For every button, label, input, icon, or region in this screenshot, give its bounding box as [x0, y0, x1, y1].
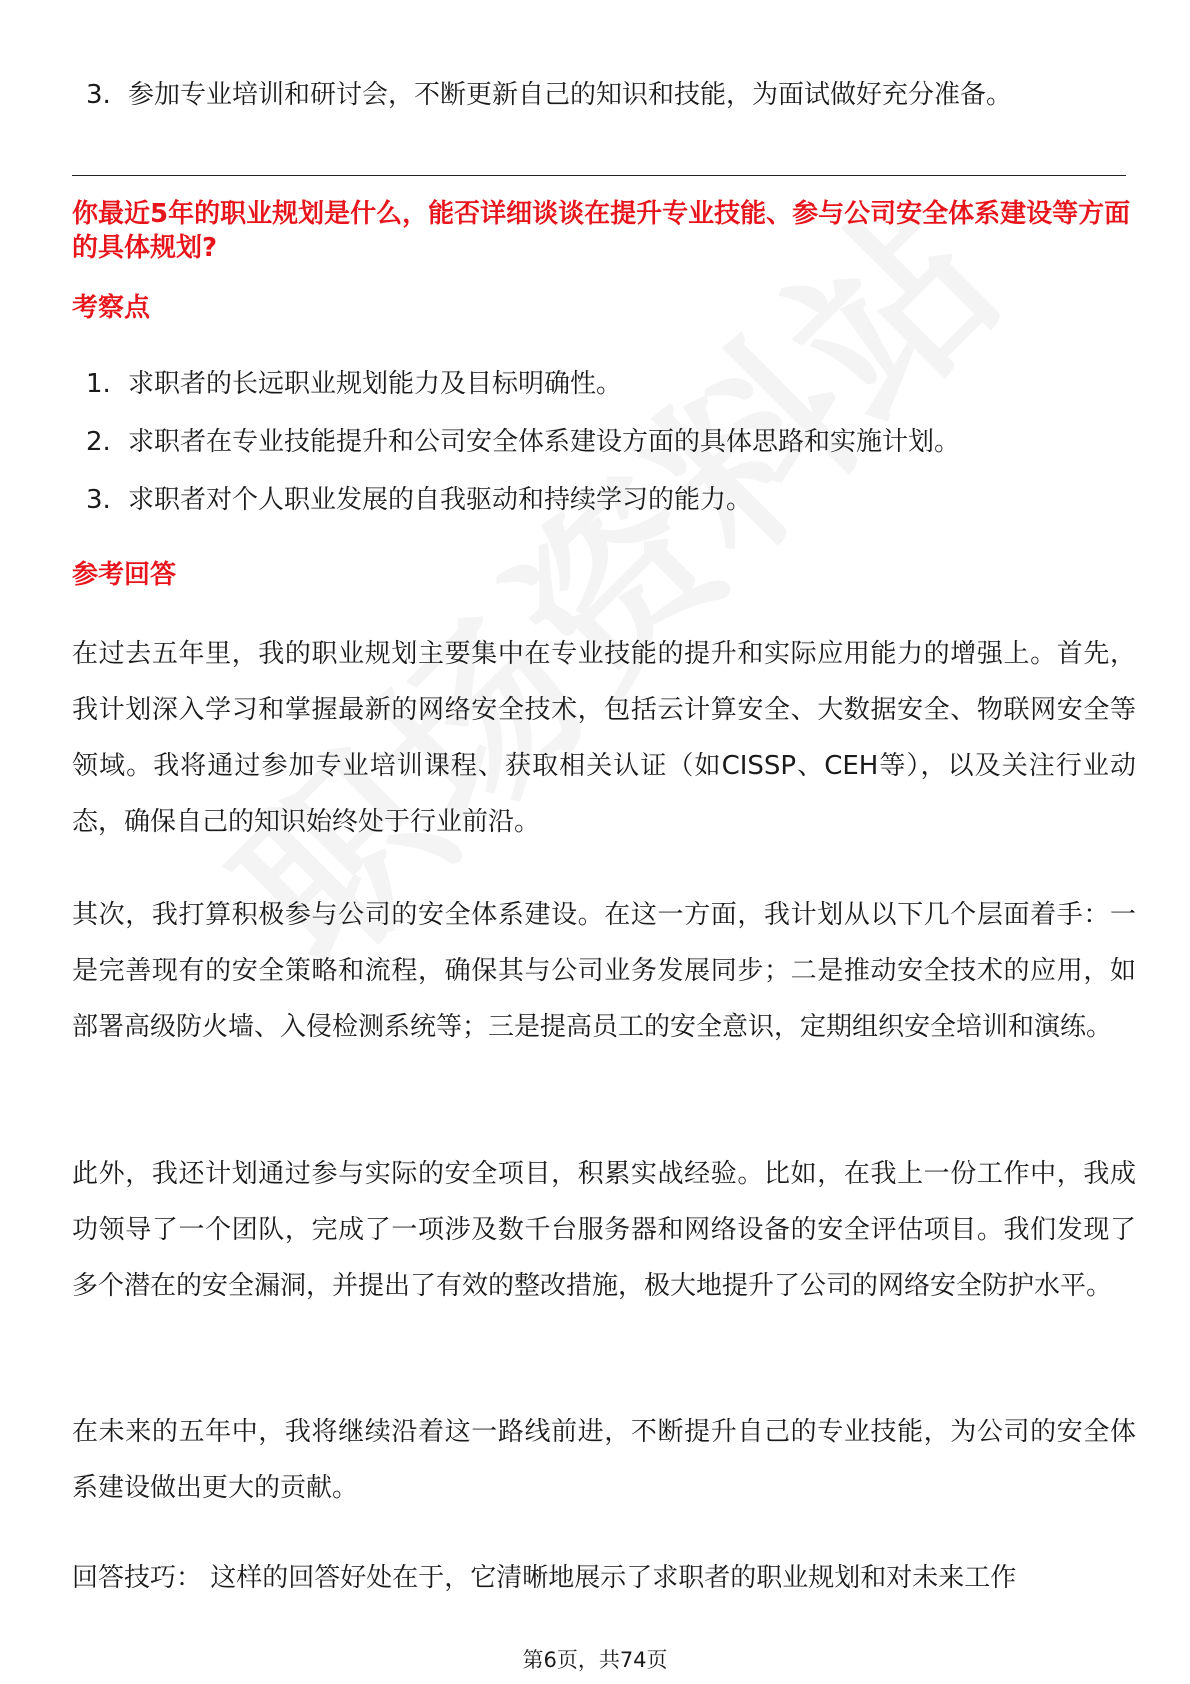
page-number-footer: 第6页，共74页	[522, 1648, 668, 1672]
list-item-text: 参加专业培训和研讨会，不断更新自己的知识和技能，为面试做好充分准备。	[128, 80, 1013, 110]
list-item	[86, 355, 960, 413]
reference-answer-title: 参考回答	[72, 560, 177, 590]
focus-points-title: 考察点	[72, 293, 151, 323]
answer-paragraph: 在过去五年里，我的职业规划主要集中在专业技能的提升和实际应用能力的增强上。首先，我计划深入学习和掌握最新的网络安全技术，包括云计算安全、大数据安全、物联网安全等领域。我将通过参加专业培训课程、获取相关认证（如CISSP、CEH等），以及关注行业动态，确保自己的知识始终处于行业前沿。	[72, 639, 1136, 837]
list-item-number: 3.	[86, 485, 111, 515]
list-item-text: 求职者对个人职业发展的自我驱动和持续学习的能力。	[128, 485, 753, 515]
previous-list	[86, 66, 1012, 124]
list-item-text: 求职者的长远职业规划能力及目标明确性。	[128, 369, 623, 399]
list-item-text: 求职者在专业技能提升和公司安全体系建设方面的具体思路和实施计划。	[128, 427, 961, 457]
answer-paragraph: 在未来的五年中，我将继续沿着这一路线前进，不断提升自己的专业技能，为公司的安全体系建设做出更大的贡献。	[72, 1417, 1136, 1503]
answer-tips-paragraph: 回答技巧： 这样的回答好处在于，它清晰地展示了求职者的职业规划和对未来工作	[72, 1563, 1017, 1593]
list-item	[86, 413, 960, 471]
focus-points-list	[86, 355, 960, 529]
list-item	[86, 66, 1012, 124]
list-item	[86, 471, 960, 529]
watermark	[170, 134, 1049, 1013]
answer-paragraph: 其次，我打算积极参与公司的安全体系建设。在这一方面，我计划从以下几个层面着手：一是完善现有的安全策略和流程，确保其与公司业务发展同步；二是推动安全技术的应用，如部署高级防火墙、入侵检测系统等；三是提高员工的安全意识，定期组织安全培训和演练。	[72, 900, 1136, 1042]
section-divider	[72, 175, 1126, 176]
answer-paragraph: 此外，我还计划通过参与实际的安全项目，积累实战经验。比如，在我上一份工作中，我成功领导了一个团队，完成了一项涉及数千台服务器和网络设备的安全评估项目。我们发现了多个潜在的安全漏洞，并提出了有效的整改措施，极大地提升了公司的网络安全防护水平。	[72, 1159, 1136, 1301]
list-item-number: 1.	[86, 369, 111, 399]
question-heading: 你最近5年的职业规划是什么，能否详细谈谈在提升专业技能、参与公司安全体系建设等方面的具体规划?	[72, 199, 1131, 263]
list-item-number: 2.	[86, 427, 111, 457]
list-item-number: 3.	[86, 80, 111, 110]
